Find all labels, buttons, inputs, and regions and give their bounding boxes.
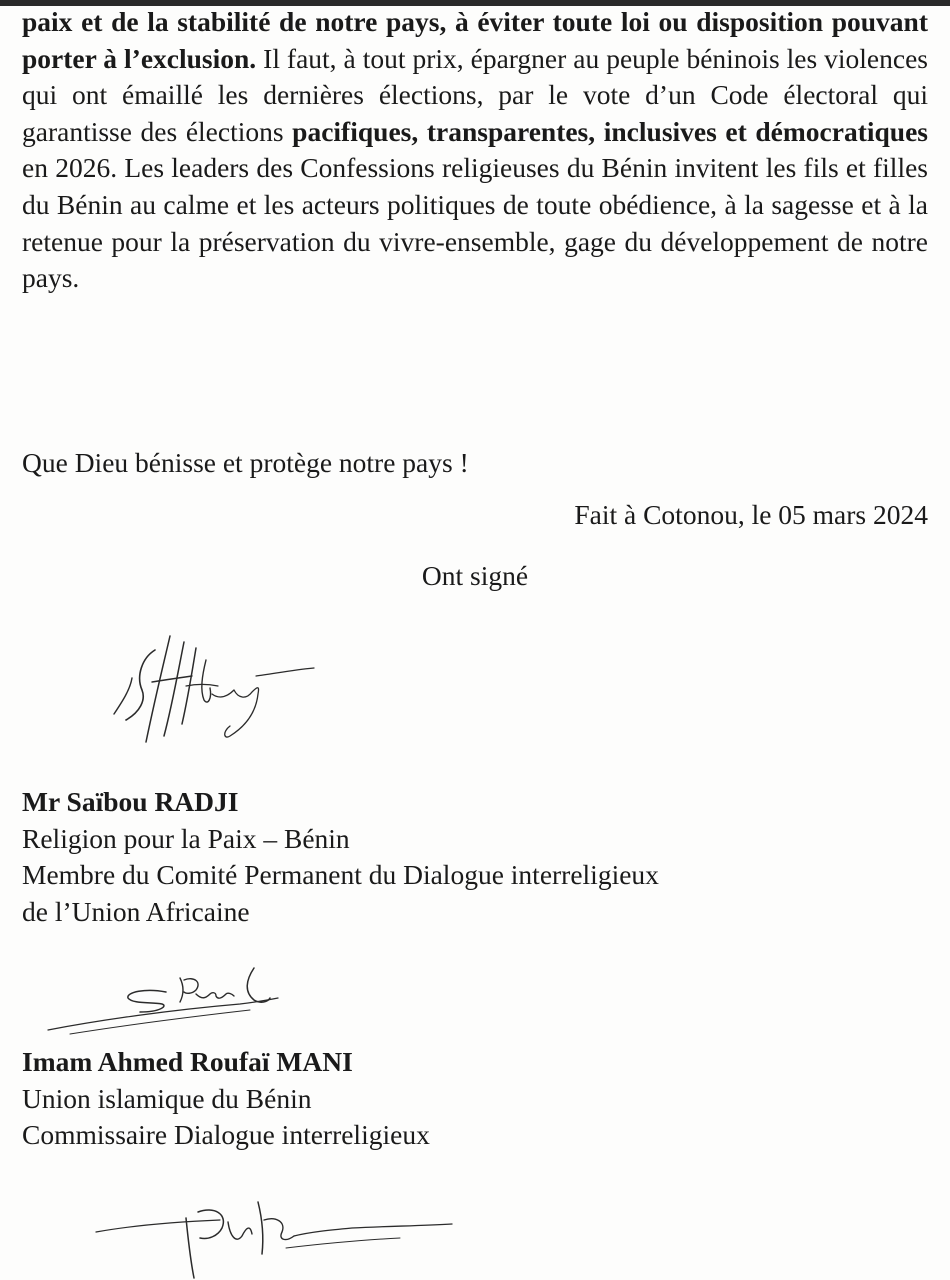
signatory-1 <box>22 784 659 930</box>
signatory-title-line: Religion pour la Paix – Bénin <box>22 822 350 854</box>
signatory-title-line: de l’Union Africaine <box>22 895 250 927</box>
paragraph-segment-1: paix et de la stabilité de notre pays, à éviter toute loi ou disposition pouvant porter à l’exclusion. <box>22 6 928 74</box>
signatory-2 <box>22 1044 430 1154</box>
paragraph-segment-3: pacifiques, transparentes, inclusives et démocratiques <box>292 115 928 147</box>
signatory-name: Imam Ahmed Roufaï MANI <box>22 1046 353 1077</box>
paragraph-segment-4: en 2026. Les leaders des Confessions religieuses du Bénin invitent les fils et filles du Bénin au calme et les acteurs politiques de toute obédience, à la sagesse et à la retenue pour la préservation du vivre-ensemble, gage du développement de notre pays. <box>22 152 928 294</box>
signatory-title-line: Union islamique du Bénin <box>22 1082 312 1114</box>
signatory-name: Mr Saïbou RADJI <box>22 786 239 817</box>
signature-mani <box>40 958 290 1038</box>
closing-blessing: Que Dieu bénisse et protège notre pays ! <box>22 447 469 478</box>
signatory-title-line: Membre du Comité Permanent du Dialogue interreligieux <box>22 859 659 890</box>
declaration-paragraph <box>22 4 928 297</box>
signature-third <box>90 1178 470 1280</box>
signed-label: Ont signé <box>421 560 529 591</box>
signature-radji <box>100 628 330 753</box>
paragraph-segment-2: Il faut, à tout prix, épargner au peuple béninois les violences qui ont émaillé les dernières élections, par le vote d’un Code électoral qui garantisse des élections <box>22 42 929 147</box>
place-and-date: Fait à Cotonou, le 05 mars 2024 <box>574 499 928 530</box>
signatory-title-line: Commissaire Dialogue interreligieux <box>22 1119 430 1150</box>
